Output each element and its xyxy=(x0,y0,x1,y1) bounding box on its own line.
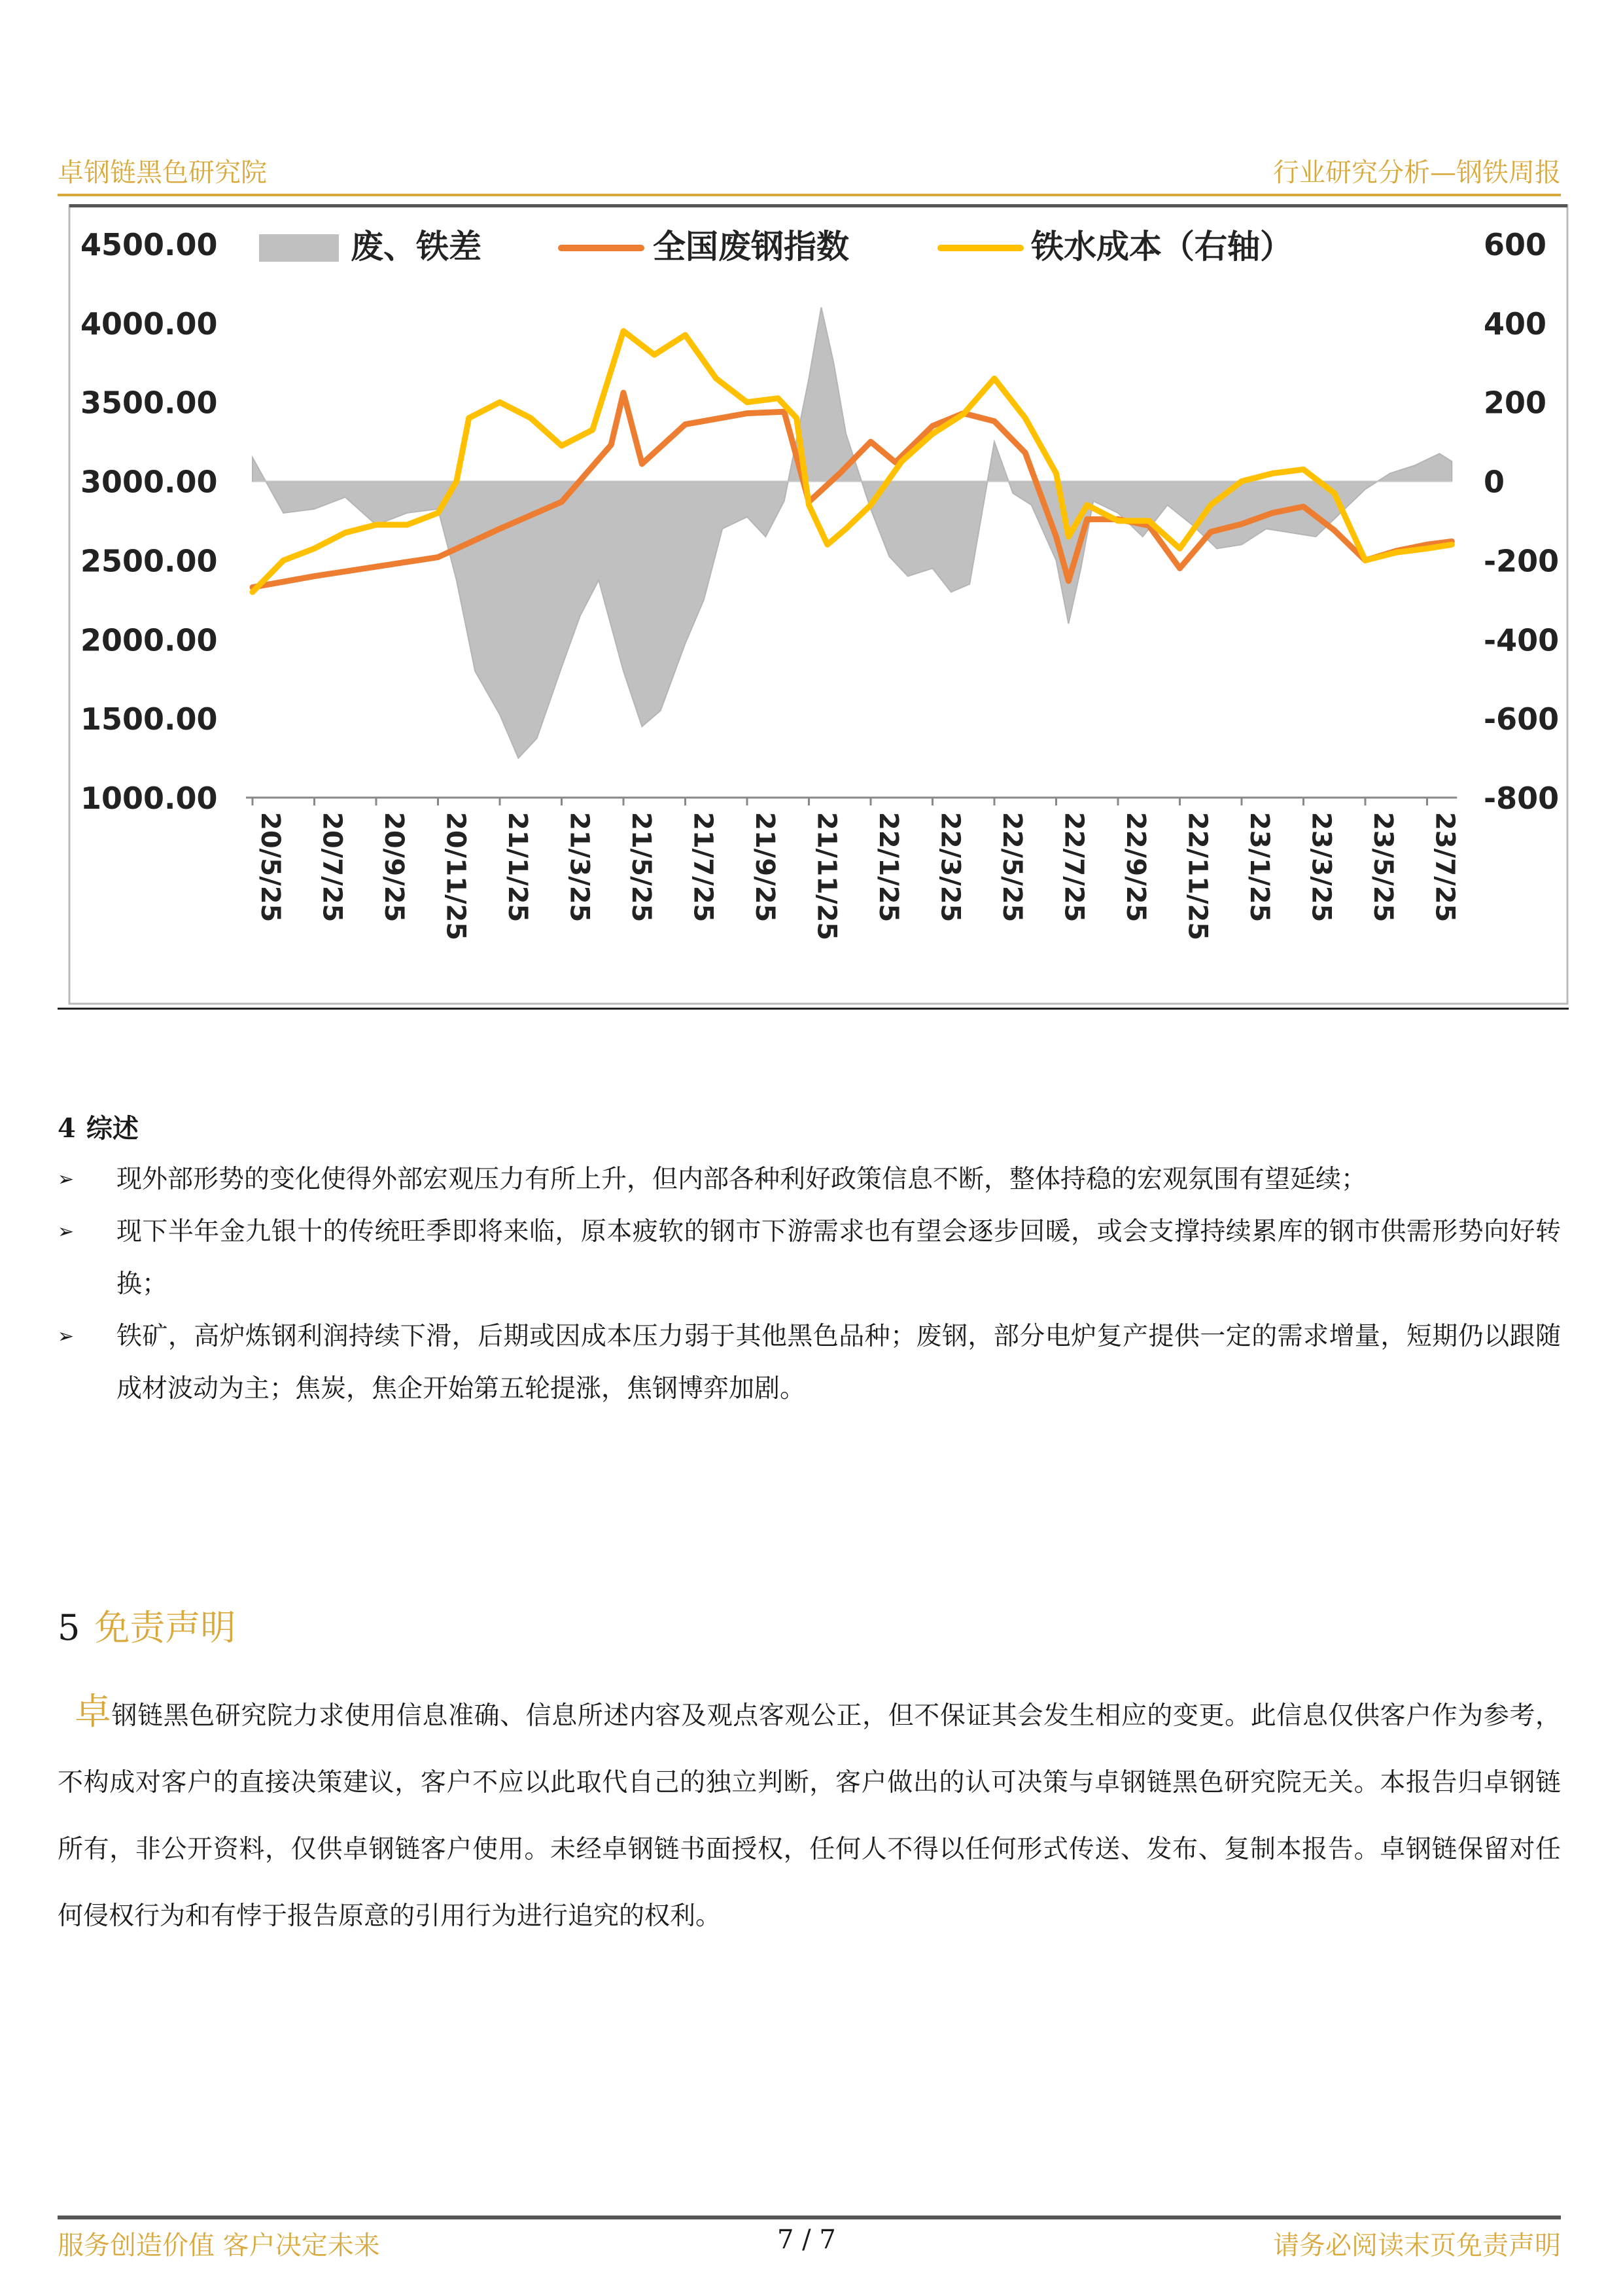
left-axis-tick-label: 4000.00 xyxy=(80,306,218,342)
header-org-name: 卓钢链黑色研究院 xyxy=(58,158,267,188)
bullet-arrow-icon: ➢ xyxy=(58,1220,75,1243)
x-axis-tick-label: 21/5/25 xyxy=(626,812,656,923)
scrap-hotmetal-chart xyxy=(58,204,1569,1006)
x-axis-tick-label: 20/9/25 xyxy=(379,812,409,923)
right-axis-tick-label: -200 xyxy=(1484,543,1560,579)
footer-divider xyxy=(58,2216,1561,2219)
x-axis-tick-label: 23/5/25 xyxy=(1368,812,1398,923)
right-axis-tick-label: -800 xyxy=(1484,781,1560,816)
x-axis-tick-label: 20/7/25 xyxy=(317,812,347,923)
legend-label-hotmetal: 铁水成本（右轴） xyxy=(1031,228,1293,266)
x-axis-tick-label: 22/5/25 xyxy=(997,812,1027,923)
legend-swatch-gap xyxy=(259,234,339,262)
right-axis-tick-label: 0 xyxy=(1484,464,1505,500)
header-report-type: 行业研究分析—钢铁周报 xyxy=(1273,158,1561,188)
page-header xyxy=(58,152,1561,191)
footer-notice: 请务必阅读末页免责声明 xyxy=(1273,2231,1561,2261)
summary-bullet-text: 现外部形势的变化使得外部宏观压力有所上升，但内部各种利好政策信息不断，整体持稳的宏观氛围有望延续； xyxy=(116,1165,1367,1194)
disclaimer-paragraph xyxy=(58,1679,1561,1950)
left-axis-tick-label: 3000.00 xyxy=(80,464,218,500)
section-5-number: 5 xyxy=(58,1607,80,1648)
x-axis-tick-label: 22/9/25 xyxy=(1121,812,1151,923)
x-axis-tick-label: 21/3/25 xyxy=(564,812,595,923)
bullet-arrow-icon: ➢ xyxy=(58,1325,75,1348)
right-axis-tick-label: 400 xyxy=(1484,306,1547,342)
x-axis-tick-label: 22/3/25 xyxy=(935,812,966,923)
bullet-arrow-icon: ➢ xyxy=(58,1168,75,1191)
right-axis-tick-label: 600 xyxy=(1484,227,1547,262)
section-5-heading xyxy=(58,1600,236,1650)
legend-label-gap: 废、铁差 xyxy=(351,228,481,266)
summary-bullet xyxy=(58,1154,1561,1206)
summary-bullet-text: 现下半年金九银十的传统旺季即将来临，原本疲软的钢市下游需求也有望会逐步回暖，或会支撑持续累库的钢市供需形势向好转换； xyxy=(116,1217,1561,1299)
x-axis-tick-label: 21/11/25 xyxy=(811,812,842,941)
left-axis-tick-label: 4500.00 xyxy=(80,227,218,262)
x-axis-tick-label: 22/7/25 xyxy=(1058,812,1089,923)
header-divider xyxy=(58,194,1561,196)
left-axis-tick-label: 3500.00 xyxy=(80,385,218,421)
x-axis-tick-label: 23/3/25 xyxy=(1306,812,1336,923)
legend-label-scrap: 全国废钢指数 xyxy=(653,228,849,266)
right-axis-tick-label: 200 xyxy=(1484,385,1547,421)
summary-bullet xyxy=(58,1311,1561,1415)
page-footer xyxy=(58,2225,1561,2264)
x-axis-tick-label: 20/11/25 xyxy=(440,812,471,941)
left-axis-tick-label: 2000.00 xyxy=(80,622,218,658)
summary-bullet xyxy=(58,1206,1561,1311)
x-axis-tick-label: 23/7/25 xyxy=(1429,812,1460,923)
x-axis-tick-label: 21/1/25 xyxy=(502,812,532,923)
section-4-title: 综述 xyxy=(86,1113,139,1144)
chart-divider xyxy=(58,1008,1569,1010)
left-axis-tick-label: 2500.00 xyxy=(80,543,218,579)
x-axis-tick-label: 22/1/25 xyxy=(873,812,903,923)
footer-slogan: 服务创造价值 客户决定未来 xyxy=(58,2231,380,2261)
right-axis-tick-label: -600 xyxy=(1484,701,1560,737)
x-axis-tick-label: 21/7/25 xyxy=(688,812,718,923)
x-axis-tick-label: 20/5/25 xyxy=(255,812,285,923)
page-number: 7 / 7 xyxy=(777,2225,836,2255)
x-axis-tick-label: 22/11/25 xyxy=(1182,812,1213,941)
section-4-number: 4 xyxy=(58,1113,76,1144)
left-axis-tick-label: 1000.00 xyxy=(80,781,218,816)
right-axis-tick-label: -400 xyxy=(1484,622,1560,658)
summary-bullet-text: 铁矿，高炉炼钢利润持续下滑，后期或因成本压力弱于其他黑色品种；废钢，部分电炉复产提供一定的需求增量，短期仍以跟随成材波动为主；焦炭，焦企开始第五轮提涨，焦钢博弈加剧。 xyxy=(116,1322,1561,1404)
x-axis-tick-label: 23/1/25 xyxy=(1244,812,1274,923)
left-axis-tick-label: 1500.00 xyxy=(80,701,218,737)
section-4-heading xyxy=(58,1108,139,1145)
disclaimer-text: 钢链黑色研究院力求使用信息准确、信息所述内容及观点客观公正，但不保证其会发生相应的变更。此信息仅供客户作为参考，不构成对客户的直接决策建议，客户不应以此取代自己的独立判断，客户做出的认可决策与卓钢链黑色研究院无关。本报告归卓钢链所有，非公开资料，仅供卓钢链客户使用。未经卓钢链书面授权，任何人不得以任何形式传送、发布、复制本报告。卓钢链保留对任何侵权行为和有悖于报告原意的引用行为进行追究的权利。 xyxy=(58,1701,1562,1931)
disclaimer-first-char: 卓 xyxy=(74,1691,112,1733)
x-axis-tick-label: 21/9/25 xyxy=(750,812,780,923)
chart-container xyxy=(58,204,1569,1006)
section-5-title: 免责声明 xyxy=(94,1607,236,1648)
